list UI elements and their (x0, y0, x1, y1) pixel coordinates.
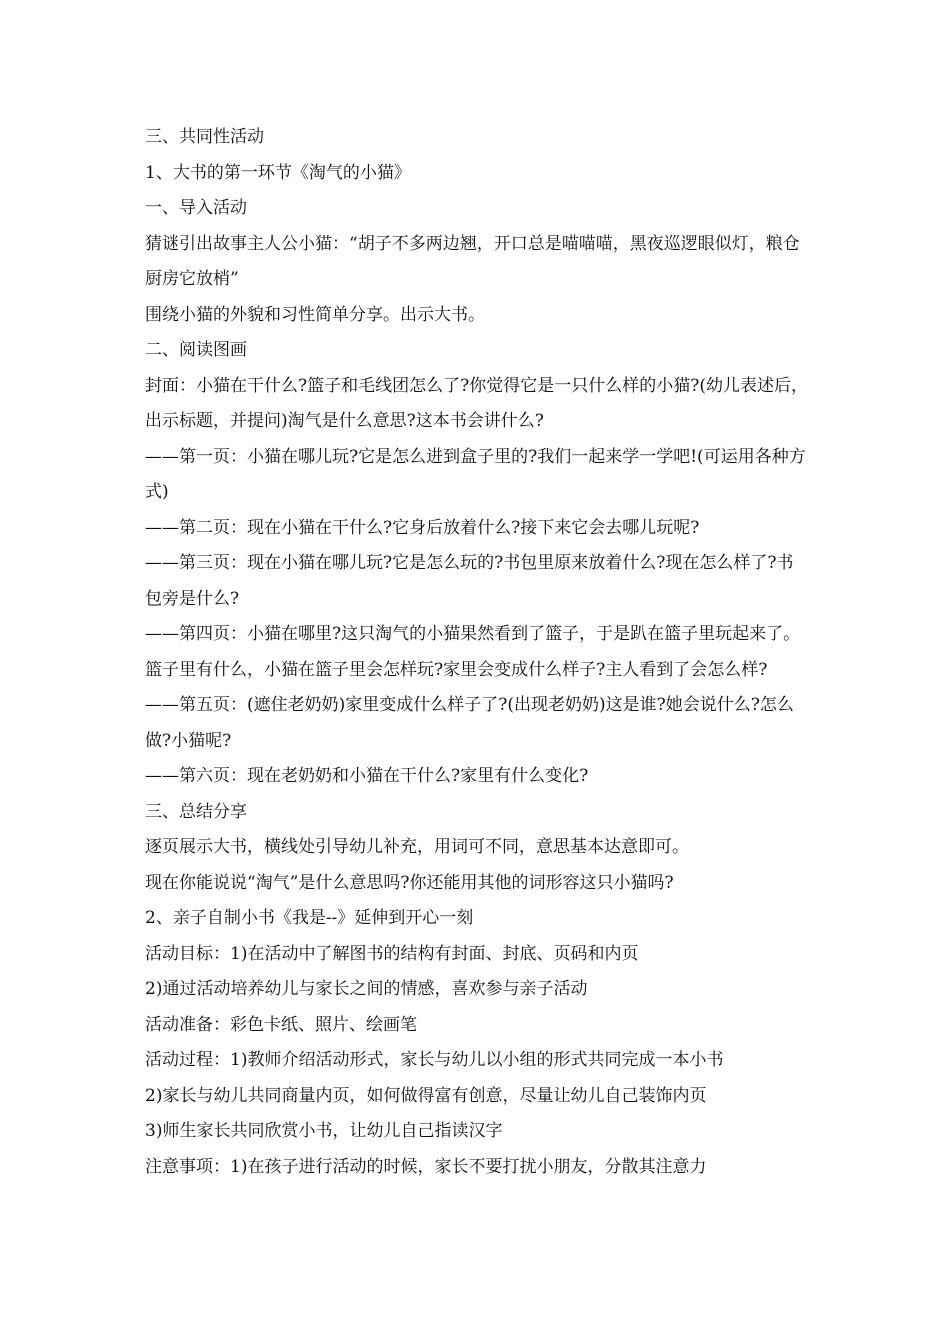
paragraph: 现在你能说说“淘气”是什么意思吗?你还能用其他的词形容这只小猫吗? (145, 872, 674, 893)
step-heading: 一、导入活动 (145, 198, 247, 218)
paragraph: ——第五页：(遮住老奶奶)家里变成什么样子了?(出现老奶奶)这是谁?她会说什么?怎么做?小猫呢? (145, 695, 794, 751)
subsection-heading: 1、大书的第一环节《淘气的小猫》 (145, 162, 411, 183)
step-heading: 二、阅读图画 (145, 340, 247, 360)
subsection-heading: 2、亲子自制小书《我是--》延伸到开心一刻 (145, 908, 474, 928)
paragraph: 围绕小猫的外貌和习性简单分享。出示大书。 (145, 304, 485, 325)
paragraph: 活动准备：彩色卡纸、照片、绘画笔 (145, 1014, 417, 1035)
paragraph: 2)家长与幼儿共同商量内页，如何做得富有创意，尽量让幼儿自己装饰内页 (145, 1085, 707, 1106)
paragraph: ——第三页：现在小猫在哪儿玩?它是怎么玩的?书包里原来放着什么?现在怎么样了?书包旁是什么? (145, 553, 794, 609)
paragraph: ——第一页：小猫在哪儿玩?它是怎么进到盒子里的?我们一起来学一学吧!(可运用各种方式) (145, 446, 806, 502)
paragraph: 3)师生家长共同欣赏小书，让幼儿自己指读汉字 (145, 1121, 503, 1141)
paragraph: 逐页展示大书，横线处引导幼儿补充，用词可不同，意思基本达意即可。 (145, 837, 689, 857)
step-heading: 三、总结分享 (145, 801, 247, 822)
paragraph: 猜谜引出故事主人公小猫：“胡子不多两边翘，开口总是喵喵喵，黑夜巡逻眼似灯，粮仓厨房它放梢” (145, 233, 800, 289)
paragraph: 活动过程：1)教师介绍活动形式，家长与幼儿以小组的形式共同完成一本小书 (145, 1050, 724, 1070)
paragraph: 2)通过活动培养幼儿与家长之间的情感，喜欢参与亲子活动 (145, 979, 588, 999)
paragraph: 活动目标：1)在活动中了解图书的结构有封面、封底、页码和内页 (145, 943, 639, 964)
paragraph: 封面：小猫在干什么?篮子和毛线团怎么了?你觉得它是一只什么样的小猫?(幼儿表述后，出示标题，并提问)淘气是什么意思?这本书会讲什么? (145, 375, 808, 431)
paragraph: ——第二页：现在小猫在干什么?它身后放着什么?接下来它会去哪儿玩呢? (145, 517, 700, 538)
paragraph: ——第六页：现在老奶奶和小猫在干什么?家里有什么变化? (145, 766, 589, 786)
paragraph: 注意事项：1)在孩子进行活动的时候，家长不要打扰小朋友，分散其注意力 (145, 1156, 707, 1177)
paragraph: ——第四页：小猫在哪里?这只淘气的小猫果然看到了篮子，于是趴在篮子里玩起来了。篮子里有什么，小猫在篮子里会怎样玩?家里会变成什么样子?主人看到了会怎么样? (145, 624, 801, 680)
document-body (145, 120, 810, 1185)
section-heading: 三、共同性活动 (145, 127, 264, 147)
